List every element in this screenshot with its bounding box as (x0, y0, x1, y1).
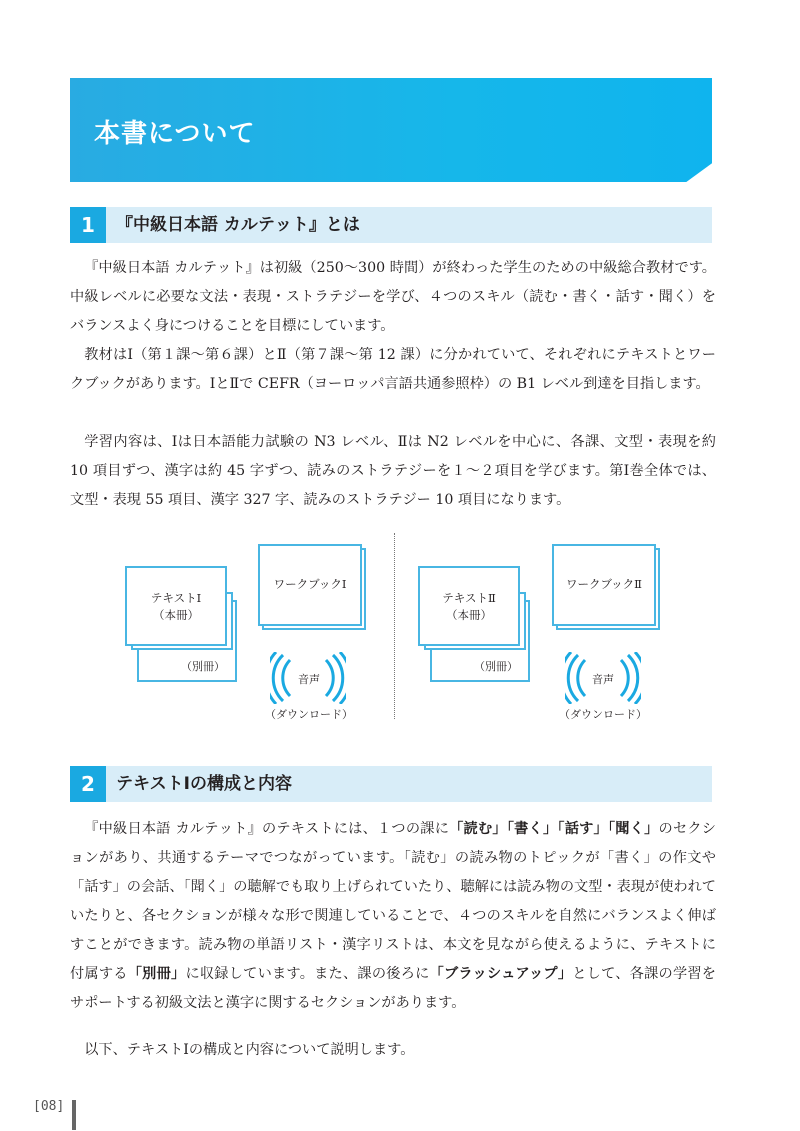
download-label-right: （ダウンロード） (559, 708, 647, 721)
page-number: [08] (33, 1099, 65, 1114)
p1-text-3: に収録しています。また、課の後ろに (185, 966, 430, 982)
section-1-header (70, 207, 712, 243)
supplement-label-left: （別冊） (181, 660, 225, 673)
section-2-title: テキストⅠの構成と内容 (116, 774, 292, 794)
p1-bold-speak: 「話す」 (557, 821, 608, 837)
workbook-label-right: ワークブックⅡ (565, 577, 642, 591)
p1-text-2: のセクションがあり、共通するテーマでつながっています。「読む」の読み物のトピックが「書く」の作文や「話す」の会話、「聞く」の聴解でも取り上げられていたり、聴解には読み物の文型・表現が使われていたりと、各セクションが様々な形で関連していることで、４つのスキルを自然にバランスよく伸ばすことができます。読み物の単語リスト・漢字リストは、本文を見ながら使えるように、テキストに付属する (70, 821, 716, 982)
supplement-label-right: （別冊） (474, 660, 518, 673)
section-2-header (70, 766, 712, 802)
p1-text-4: として、各課の学習をサポートする初級文法と漢字に関するセクションがあります。 (70, 966, 716, 1011)
textbook-book-right (418, 566, 520, 646)
section-2-paragraph-2: 以下、テキストⅠの構成と内容について説明します。 (84, 1042, 415, 1058)
page-number-bar (72, 1100, 76, 1130)
section-2-paragraph-1 (70, 815, 716, 1018)
textbook-book-left (125, 566, 227, 646)
textbook-sub-label-right: （本冊） (446, 608, 492, 622)
p1-text-1: 『中級日本語 カルテット』のテキストには、１つの課に (84, 821, 450, 837)
section-1-paragraph-3: 学習内容は、Ⅰは日本語能力試験の N3 レベル、Ⅱは N2 レベルを中心に、各課、文型・表現を約 10 項目ずつ、漢字は約 45 字ずつ、読みのストラテジーを１～２項目を学びます。第Ⅰ巻全体では、文型・表現 55 項目、漢字 327 字、読みのストラテジー 10 項目になります。 (70, 434, 716, 508)
p1-bold-brushup: 「ブラッシュアップ」 (429, 966, 573, 982)
section-1-paragraph-2: 教材はⅠ（第１課～第６課）とⅡ（第７課～第 12 課）に分かれていて、それぞれにテキストとワークブックがあります。ⅠとⅡで CEFR（ヨーロッパ言語共通参照枠）の B1 レベル到達を目指します。 (70, 347, 716, 392)
audio-label-right: 音声 (592, 673, 614, 686)
section-1-paragraph-1: 『中級日本語 カルテット』は初級（250～300 時間）が終わった学生のための中級総合教材です。中級レベルに必要な文法・表現・ストラテジーを学び、４つのスキル（読む・書く・話す・聞く）をバランスよく身につけることを目標にしています。 (70, 260, 716, 334)
section-1-title: 『中級日本語 カルテット』とは (116, 215, 360, 235)
p1-bold-write: 「書く」 (506, 821, 558, 837)
audio-label-left: 音声 (298, 673, 320, 686)
diagram-divider (394, 533, 395, 719)
p1-bold-listen: 「聞く」 (607, 821, 659, 837)
p1-bold-read: 「読む」 (449, 821, 507, 837)
textbook-label-right: テキストⅡ (442, 591, 496, 605)
textbook-label-left: テキストⅠ (150, 591, 202, 605)
textbook-sub-label-left: （本冊） (153, 608, 199, 622)
workbook-book-left (258, 544, 362, 626)
p1-bold-supplement: 「別冊」 (127, 966, 186, 982)
workbook-book-right (552, 544, 656, 626)
section-1-number: 1 (70, 207, 106, 243)
download-label-left: （ダウンロード） (265, 708, 353, 721)
page-title: 本書について (94, 119, 256, 149)
section-2-number: 2 (70, 766, 106, 802)
workbook-label-left: ワークブックⅠ (273, 577, 347, 591)
